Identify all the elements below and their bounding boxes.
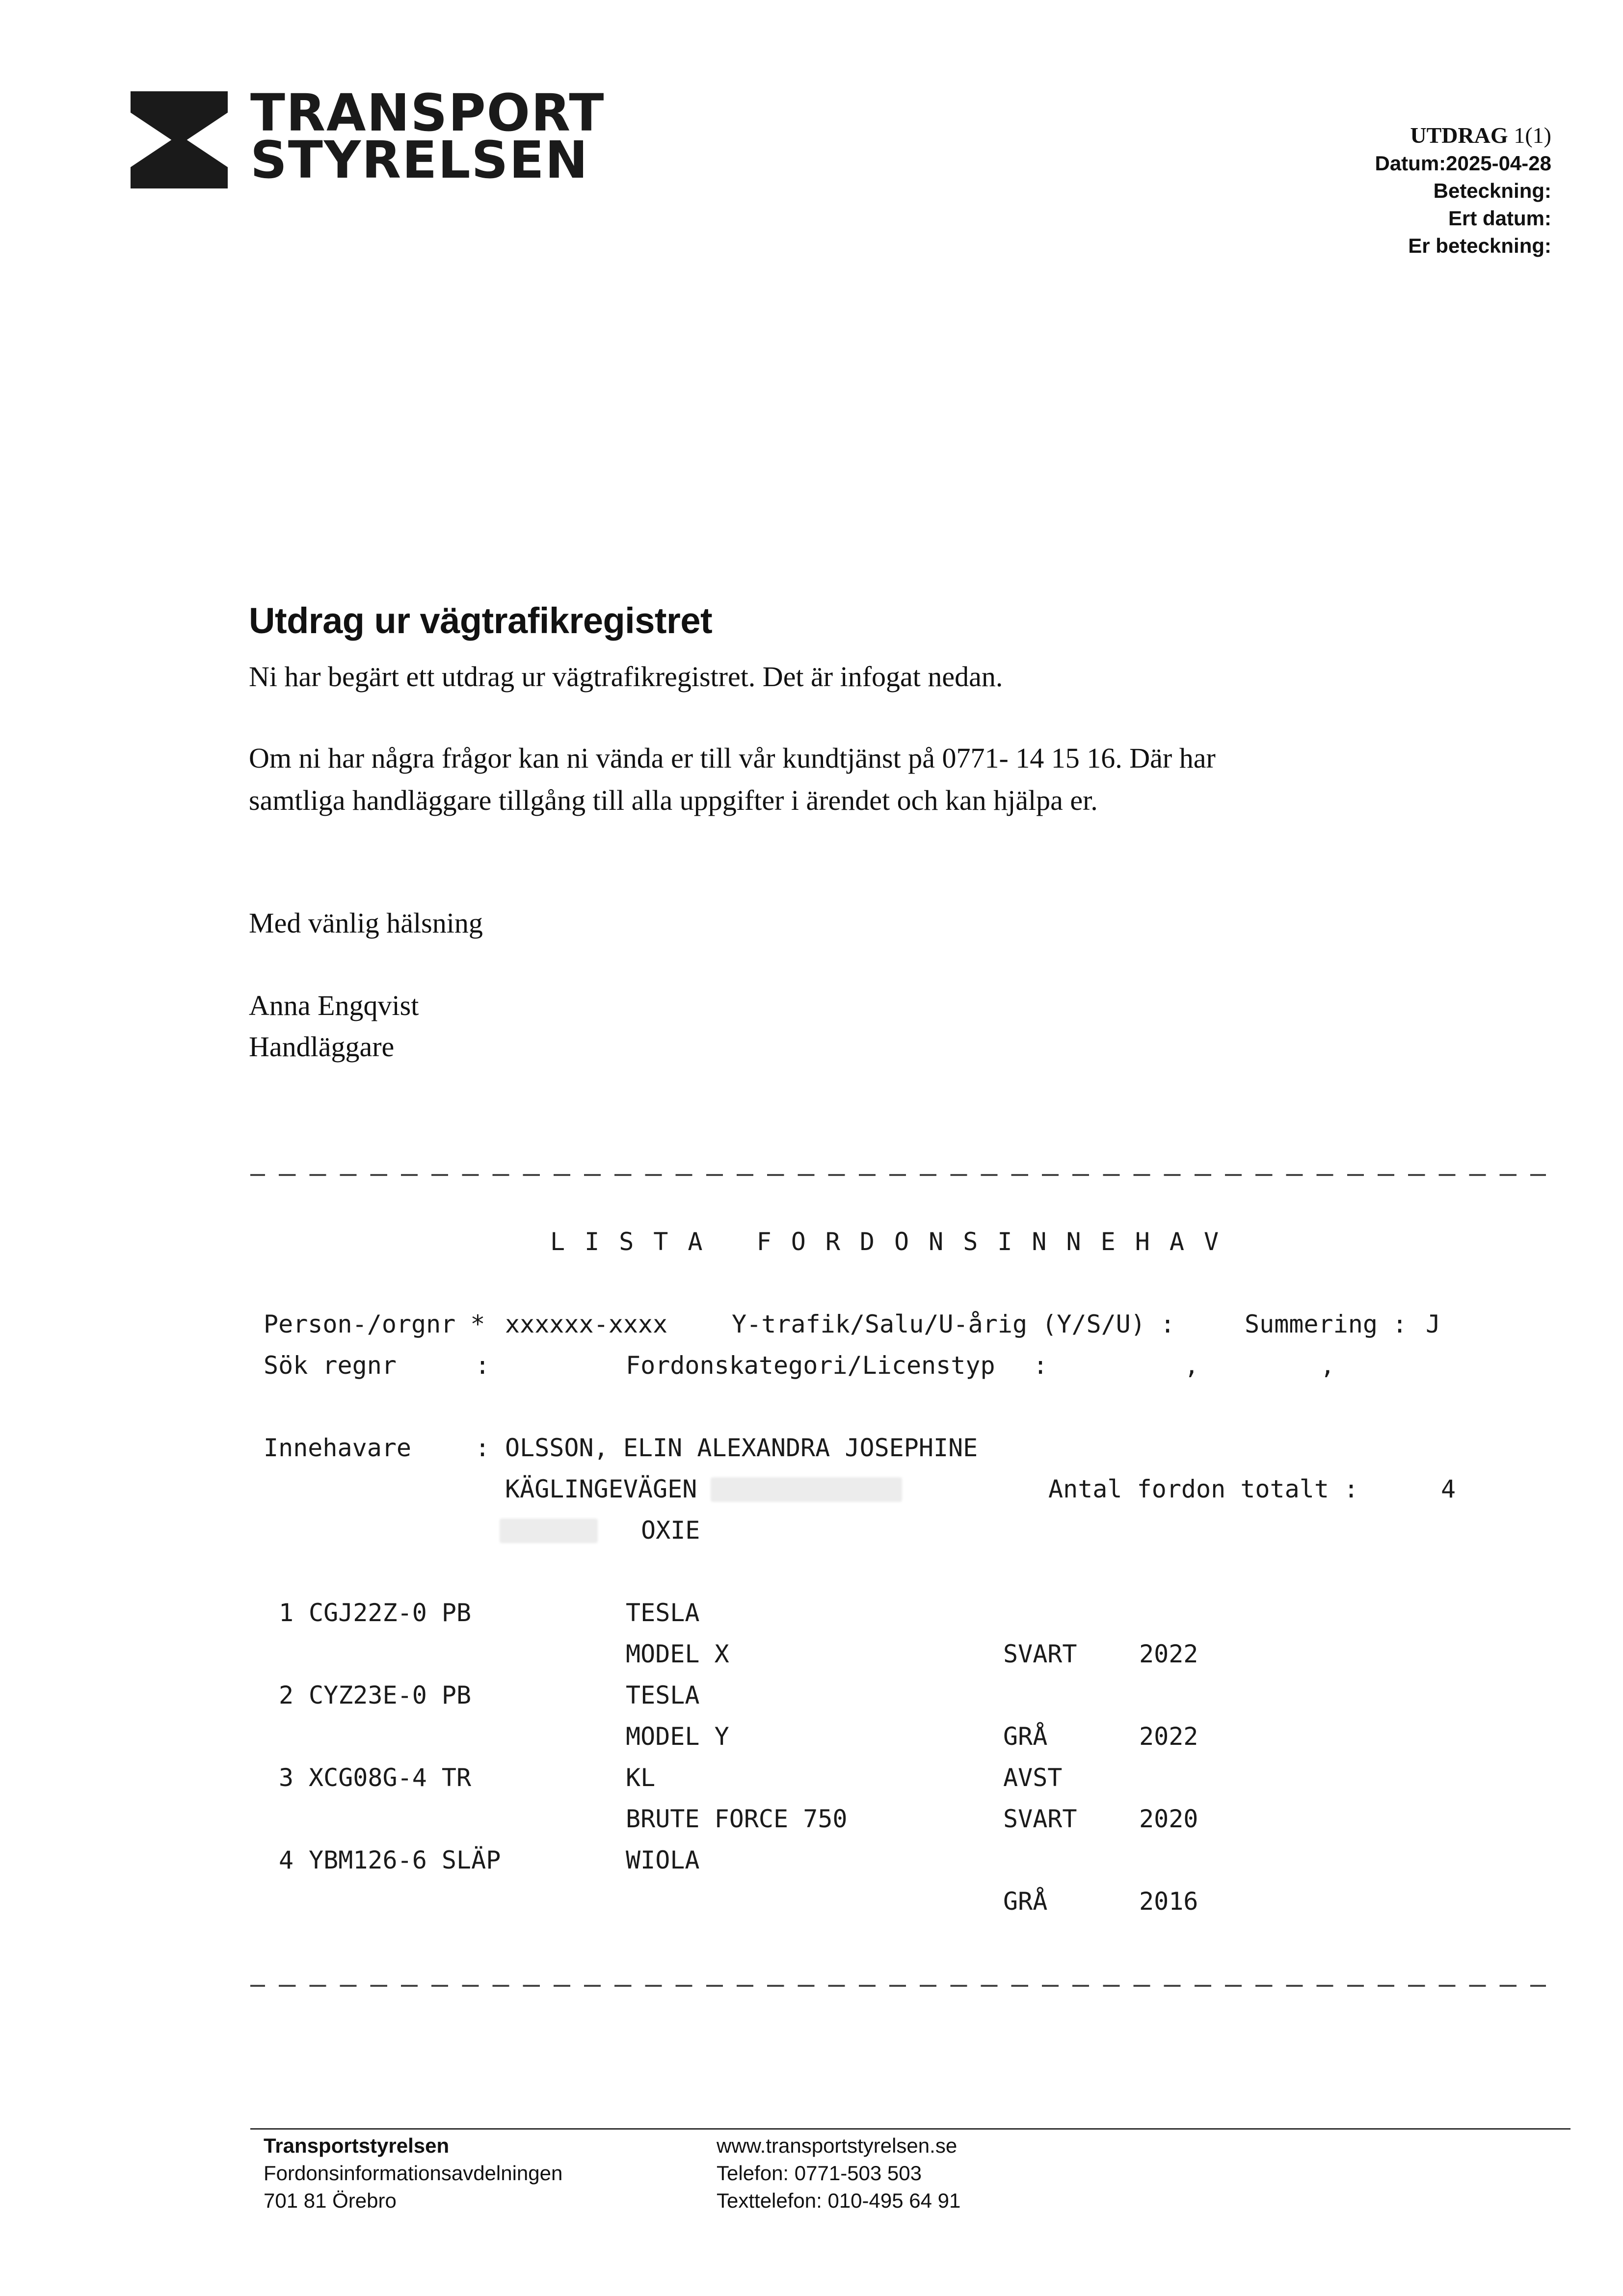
footer-right [717,2132,960,2215]
vehicle-4-make: WIOLA [626,1846,700,1874]
antal-value: 4 [1441,1475,1456,1503]
footer-org: Transportstyrelsen [264,2134,450,2157]
redacted-postal-code [500,1519,598,1543]
logo-line-2: STYRELSEN [250,130,589,190]
signer-title: Handläggare [249,1031,395,1063]
ytrafik-label: Y-trafik/Salu/U-årig (Y/S/U) : [732,1310,1175,1338]
vehicle-1-make: TESLA [626,1599,700,1627]
vehicle-1-regnr: CGJ22Z-0 PB [309,1599,472,1627]
footer-left [264,2132,562,2215]
kategori-label: Fordonskategori/Licenstyp [626,1351,995,1380]
person-value: xxxxxx-xxxx [505,1310,668,1338]
vehicle-2-regnr: CYZ23E-0 PB [309,1681,472,1709]
antal-label: Antal fordon totalt : [1048,1475,1359,1503]
vehicle-2-make: TESLA [626,1681,700,1709]
contact-line-1: Om ni har några frågor kan ni vända er till vår kundtjänst på 0771- 14 15 16. Där har [249,742,1216,774]
document-meta [1375,122,1551,260]
footer-rule [250,2128,1570,2130]
footer-web-link[interactable]: www.transportstyrelsen.se [717,2134,958,2157]
kategori-comma-2: , [1320,1351,1335,1380]
redacted-house-number [711,1477,902,1502]
person-label: Person-/orgnr * [264,1310,485,1338]
listing-heading: LISTA FORDONSINNEHAV [550,1228,1239,1256]
sok-regnr-colon: : [475,1351,490,1380]
letter-title: Utdrag ur vägtrafikregistret [249,600,713,641]
owner-street: KÄGLINGEVÄGEN [505,1475,697,1503]
footer-address: 701 81 Örebro [264,2189,397,2212]
signer-name: Anna Engqvist [249,989,419,1021]
vehicle-4-color: GRÅ [1003,1887,1048,1916]
vehicle-2-year: 2022 [1139,1722,1198,1751]
ert-datum: Ert datum: [1448,207,1551,230]
vehicle-3-year: 2020 [1139,1805,1198,1833]
vehicle-3-make: KL [626,1763,656,1792]
page-count: 1(1) [1514,123,1551,148]
owner-city: OXIE [641,1516,700,1545]
logo-line-1: TRANSPORT [250,83,605,143]
summering-label: Summering : [1245,1310,1408,1338]
innehavare-label: Innehavare [264,1434,412,1462]
datum: Datum:2025-04-28 [1375,152,1551,175]
contact-line-2: samtliga handläggare tillgång till alla uppgifter i ärendet och kan hjälpa er. [249,784,1098,816]
divider-top [250,1174,1546,1176]
footer-textphone: Texttelefon: 010-495 64 91 [717,2189,961,2212]
logo-wordmark [250,83,605,190]
vehicle-4-regnr: YBM126-6 SLÄP [309,1846,501,1874]
vehicle-3-number: 3 [279,1763,294,1792]
doc-type-line [1375,122,1551,150]
owner-name: OLSSON, ELIN ALEXANDRA JOSEPHINE [505,1434,978,1462]
kategori-comma-1: , [1184,1351,1199,1380]
vehicle-1-model: MODEL X [626,1640,729,1668]
beteckning: Beteckning: [1433,179,1551,202]
vehicle-3-status: AVST [1003,1763,1063,1792]
vehicle-2-color: GRÅ [1003,1722,1048,1751]
vehicle-4-year: 2016 [1139,1887,1198,1916]
vehicle-3-color: SVART [1003,1805,1077,1833]
innehavare-colon: : [475,1434,490,1462]
vehicle-1-number: 1 [279,1599,294,1627]
footer-phone: Telefon: 0771-503 503 [717,2162,922,2185]
vehicle-4-number: 4 [279,1846,294,1874]
vehicle-3-model: BRUTE FORCE 750 [626,1805,848,1833]
summering-value: J [1426,1310,1441,1338]
er-beteckning: Er beteckning: [1408,234,1551,257]
divider-bottom [250,1985,1546,1987]
vehicle-2-model: MODEL Y [626,1722,729,1751]
intro-text: Ni har begärt ett utdrag ur vägtrafikregistret. Det är infogat nedan. [249,661,1003,693]
footer-dept: Fordonsinformationsavdelningen [264,2162,563,2185]
vehicle-1-color: SVART [1003,1640,1077,1668]
kategori-colon: : [1033,1351,1048,1380]
transportstyrelsen-logo-icon [131,91,228,188]
greeting: Med vänlig hälsning [249,907,483,939]
vehicle-2-number: 2 [279,1681,294,1709]
vehicle-3-regnr: XCG08G-4 TR [309,1763,472,1792]
sok-regnr-label: Sök regnr [264,1351,397,1380]
doc-type: UTDRAG [1410,123,1508,148]
vehicle-1-year: 2022 [1139,1640,1198,1668]
